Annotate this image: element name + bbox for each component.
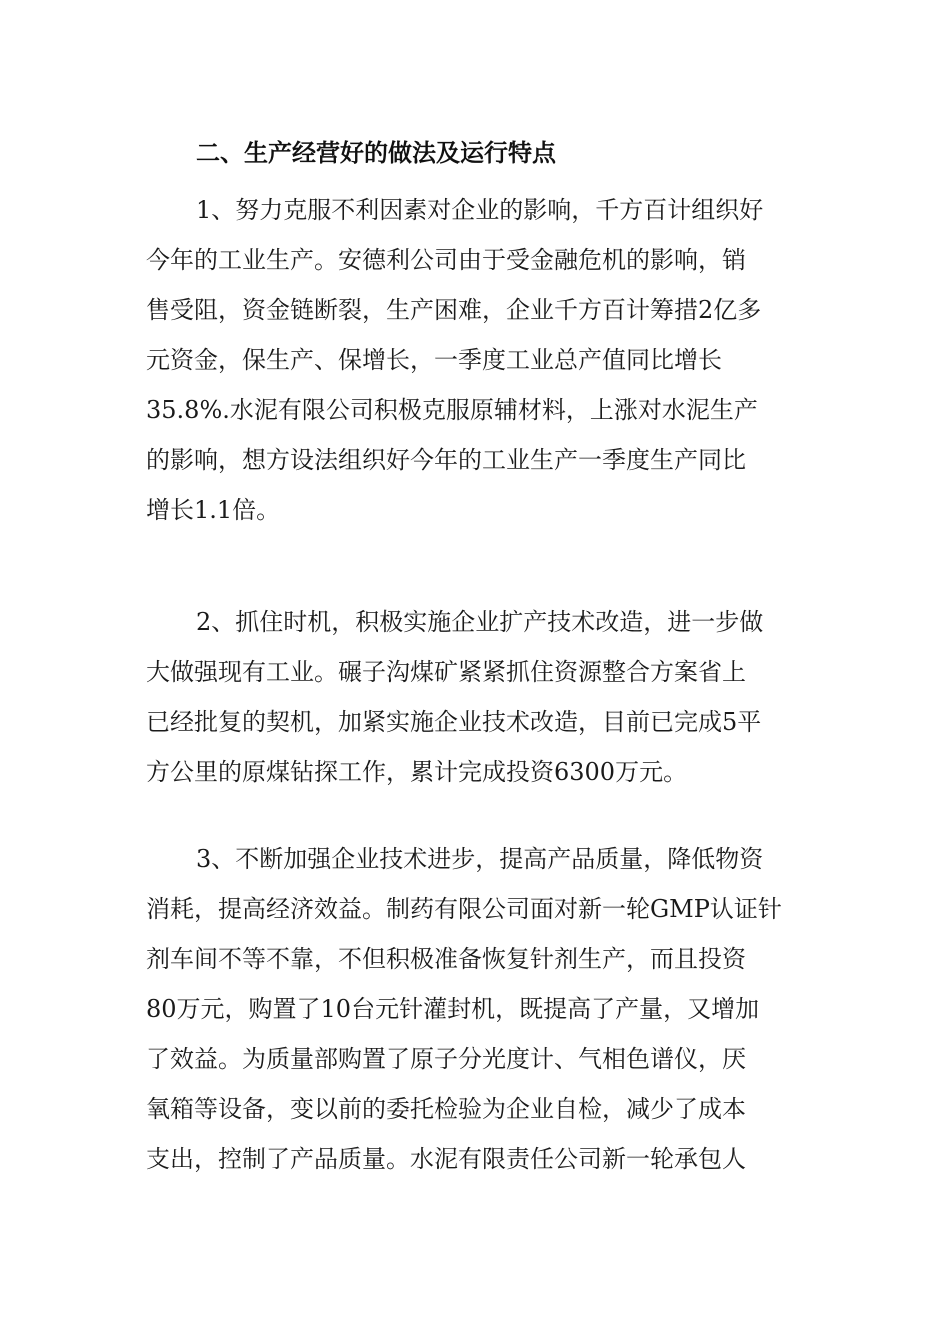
paragraph-3: [146, 834, 816, 1184]
paragraph-line: 的影响，想方设法组织好今年的工业生产一季度生产同比: [146, 446, 746, 474]
paragraph-line: 剂车间不等不靠，不但积极准备恢复针剂生产，而且投资: [146, 945, 746, 973]
paragraph-line: 消耗，提高经济效益。制药有限公司面对新一轮GMP认证针: [146, 895, 782, 923]
paragraph-line: 方公里的原煤钻探工作，累计完成投资6300万元。: [146, 758, 688, 786]
paragraph-line: 支出，控制了产品质量。水泥有限责任公司新一轮承包人: [146, 1145, 746, 1173]
paragraph-line: 35.8%.水泥有限公司积极克服原辅材料，上涨对水泥生产: [146, 396, 758, 424]
paragraph-line: 1、努力克服不利因素对企业的影响，千方百计组织好: [196, 196, 764, 224]
paragraph-line: 80万元，购置了10台元针灌封机，既提高了产量，又增加: [146, 995, 760, 1023]
paragraph-line: 3、不断加强企业技术进步，提高产品质量，降低物资: [196, 845, 764, 873]
paragraph-line: 增长1.1倍。: [146, 496, 281, 524]
paragraph-line: 了效益。为质量部购置了原子分光度计、气相色谱仪，厌: [146, 1045, 746, 1073]
paragraph-2: [146, 597, 816, 797]
paragraph-line: 元资金，保生产、保增长，一季度工业总产值同比增长: [146, 346, 722, 374]
paragraph-line: 已经批复的契机，加紧实施企业技术改造，目前已完成5平: [146, 708, 762, 736]
paragraph-line: 售受阻，资金链断裂，生产困难，企业千方百计筹措2亿多: [146, 296, 762, 324]
paragraph-line: 今年的工业生产。安德利公司由于受金融危机的影响，销: [146, 246, 746, 274]
paragraph-line: 氧箱等设备，变以前的委托检验为企业自检，减少了成本: [146, 1095, 746, 1123]
paragraph-line: 大做强现有工业。碾子沟煤矿紧紧抓住资源整合方案省上: [146, 658, 746, 686]
section-heading: 二、生产经营好的做法及运行特点: [196, 138, 556, 167]
paragraph-1: [146, 185, 816, 535]
paragraph-line: 2、抓住时机，积极实施企业扩产技术改造，进一步做: [196, 608, 764, 636]
